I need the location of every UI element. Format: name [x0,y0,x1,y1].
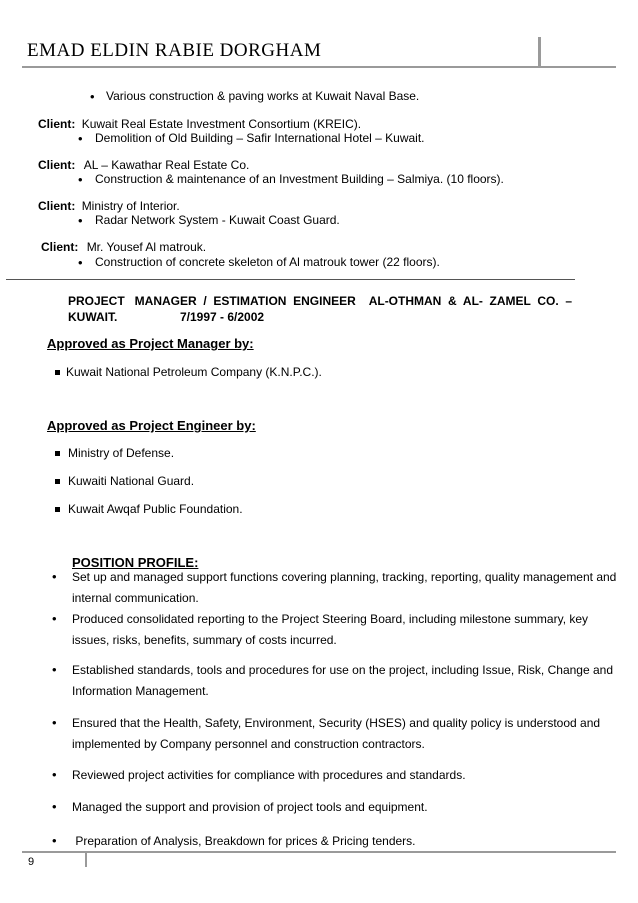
job-title: PROJECT MANAGER / ESTIMATION ENGINEER AL-OTHMAN & AL- ZAMEL CO. – [68,294,573,308]
profile-item: Ensured that the Health, Safety, Environment, Security (HSES) and quality policy is understood and implemented by Company personnel and construction contractors. [72,716,601,751]
client-label: Client: [38,199,76,213]
client-label: Client: [38,158,76,172]
bullet-dot-icon [90,89,95,104]
bullet-dot-icon [52,715,57,730]
resume-owner-name: EMAD ELDIN RABIE DORGHAM [27,40,322,61]
bullet-dot-icon [52,833,57,848]
client-name: AL – Kawathar Real Estate Co. [83,158,250,172]
bullet-dot-icon [78,213,83,228]
client-name: Kuwait Real Estate Investment Consortium (KREIC). [81,117,362,131]
position-profile-heading-text: POSITION PROFILE: [72,555,199,570]
bullet-dot-icon [52,767,57,782]
bullet-dot-icon [52,611,57,626]
header-vertical-bar [538,37,541,68]
project-item: Various construction & paving works at Kuwait Naval Base. [106,89,420,103]
footer-vertical-bar [85,851,87,867]
client-label: Client: [38,117,76,131]
approval-item: Kuwait Awqaf Public Foundation. [68,502,243,516]
client-label: Client: [41,240,79,254]
square-bullet-icon [55,507,60,512]
square-bullet-icon [55,451,60,456]
client-row [38,199,180,213]
bullet-dot-icon [52,799,57,814]
square-bullet-icon [55,370,60,375]
profile-item: Set up and managed support functions covering planning, tracking, reporting, quality management and internal communication. [72,570,617,605]
bullet-dot-icon [78,131,83,146]
approved-pm-heading: Approved as Project Manager by: [47,336,254,351]
project-item: Demolition of Old Building – Safir International Hotel – Kuwait. [95,131,425,145]
project-item: Radar Network System - Kuwait Coast Guard. [95,213,340,227]
bullet-dot-icon [52,569,57,584]
client-row [41,240,206,254]
section-divider [6,279,575,280]
page-number: 9 [28,856,35,868]
square-bullet-icon [55,479,60,484]
bullet-dot-icon [52,662,57,677]
bullet-dot-icon [78,172,83,187]
profile-item: Established standards, tools and procedures for use on the project, including Issue, Risk, Change and Information Management. [72,663,613,698]
project-item: Construction of concrete skeleton of Al matrouk tower (22 floors). [95,255,440,269]
footer-rule [22,851,616,853]
approval-item: Ministry of Defense. [68,446,175,460]
profile-item: Managed the support and provision of project tools and equipment. [72,800,428,814]
approval-item: Kuwait National Petroleum Company (K.N.P.C.). [66,365,322,379]
client-row [38,117,361,131]
approval-item: Kuwaiti National Guard. [68,474,195,488]
job-location: KUWAIT. [68,310,118,324]
profile-item: Reviewed project activities for compliance with procedures and standards. [72,768,466,782]
client-name: Ministry of Interior. [81,199,180,213]
profile-item: Preparation of Analysis, Breakdown for prices & Pricing tenders. [72,834,416,848]
job-dates: 7/1997 - 6/2002 [180,310,265,324]
bullet-dot-icon [78,255,83,270]
approved-pe-heading: Approved as Project Engineer by: [47,418,256,433]
header-rule [22,66,616,68]
client-name: Mr. Yousef Al matrouk. [86,240,207,254]
project-item: Construction & maintenance of an Investment Building – Salmiya. (10 floors). [95,172,504,186]
client-row [38,158,249,172]
profile-item: Produced consolidated reporting to the Project Steering Board, including milestone summary, key issues, risks, benefits, summary of costs incurred. [72,612,589,647]
